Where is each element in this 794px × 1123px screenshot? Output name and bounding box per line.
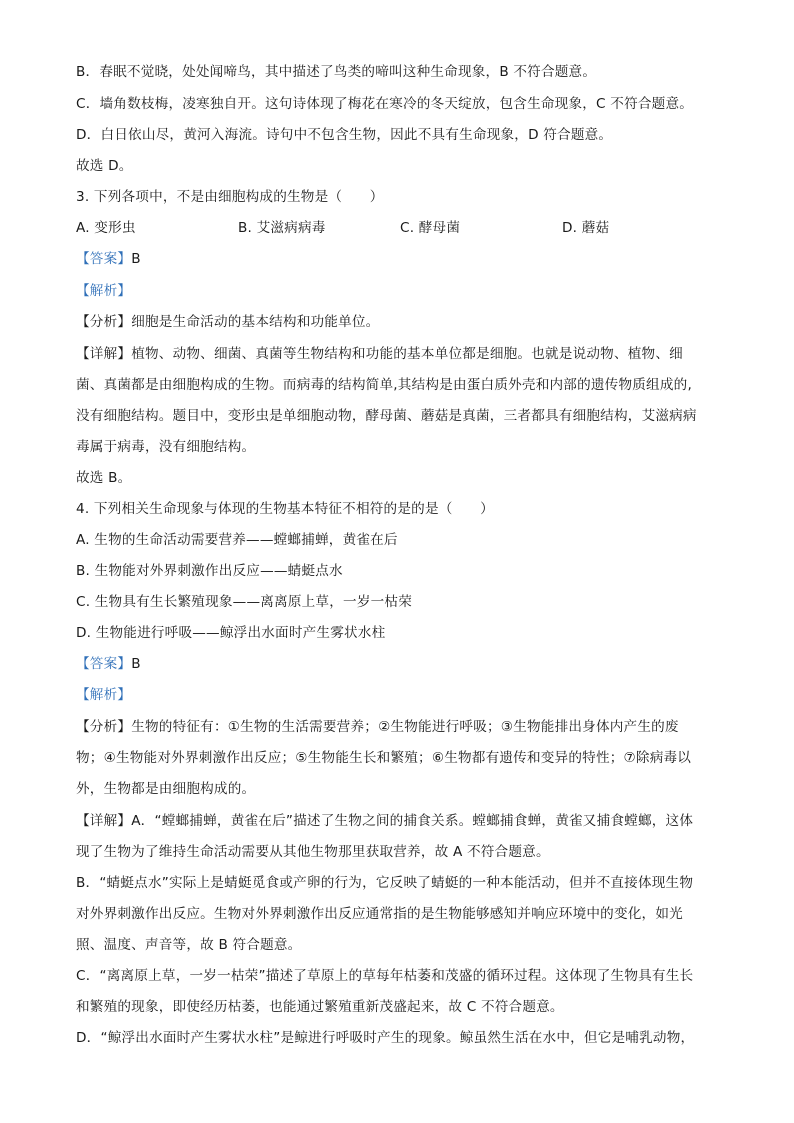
q4-option-d: D. 生物能进行呼吸——鲸浮出水面时产生雾状水柱 <box>76 625 386 641</box>
q4-answer <box>76 655 716 673</box>
option-d-explanation: D．白日依山尽，黄河入海流。诗句中不包含生物，因此不具有生命现象，D 符合题意。 <box>76 127 613 143</box>
q3-option-d: D. 蘑菇 <box>562 220 610 236</box>
q4-fenxi-text-1: 生物的特征有：①生物的生活需要营养；②生物能进行呼吸；③生物能排出身体内产生的废 <box>131 719 679 735</box>
q3-analysis-heading <box>76 282 716 300</box>
q4-fenxi-line-2: 物；④生物能对外界刺激作出反应；⑤生物能生长和繁殖；⑥生物都有遗传和变异的特性；⑦除病毒以 <box>76 750 692 766</box>
q3-conclusion: 故选 B。 <box>76 470 132 486</box>
q4-option-b: B. 生物能对外界刺激作出反应——蜻蜓点水 <box>76 563 343 579</box>
q3-detail-text-1: 植物、动物、细菌、真菌等生物结构和功能的基本单位都是细胞。也就是说动物、植物、细 <box>131 346 683 362</box>
q3-fenxi <box>76 313 716 331</box>
xiangjie-tag: 【详解】 <box>76 813 132 829</box>
q4-option-a: A. 生物的生命活动需要营养——螳螂捕蝉，黄雀在后 <box>76 532 398 548</box>
q4-fenxi-line-1 <box>76 718 716 736</box>
q4-fenxi-line-3: 外，生物都是由细胞构成的。 <box>76 781 256 797</box>
question-3-stem: 3. 下列各项中，不是由细胞构成的生物是（ ） <box>76 189 384 205</box>
q4-answer-value: B <box>131 656 141 672</box>
q3-answer-value: B <box>131 251 141 267</box>
q4-detail-b-line-1: B．“蜻蜓点水”实际上是蜻蜓觅食或产卵的行为，它反映了蜻蜓的一种本能活动，但并不直接体现生物 <box>76 875 694 891</box>
question-3-options <box>76 219 716 237</box>
q4-detail-d-line-1: D．“鲸浮出水面时产生雾状水柱”是鲸进行呼吸时产生的现象。鲸虽然生活在水中，但它是哺乳动物， <box>76 1030 695 1046</box>
fenxi-tag: 【分析】 <box>76 719 132 735</box>
prev-conclusion: 故选 D。 <box>76 158 133 174</box>
q4-detail-c-line-1: C．“离离原上草，一岁一枯荣”描述了草原上的草每年枯萎和茂盛的循环过程。这体现了生物具有生长 <box>76 968 694 984</box>
option-c-explanation: C．墙角数枝梅，凌寒独自开。这句诗体现了梅花在寒冷的冬天绽放，包含生命现象，C 不符合题意。 <box>76 96 694 112</box>
option-b-explanation: B．春眠不觉晓，处处闻啼鸟，其中描述了鸟类的啼叫这种生命现象，B 不符合题意。 <box>76 64 597 80</box>
q3-detail-line-3: 没有细胞结构。题目中，变形虫是单细胞动物，酵母菌、蘑菇是真菌，三者都具有细胞结构，艾滋病病 <box>76 408 697 424</box>
q4-detail-a-line-2: 现了生物为了维持生命活动需要从其他生物那里获取营养，故 A 不符合题意。 <box>76 844 550 860</box>
answer-tag: 【答案】 <box>76 251 132 267</box>
answer-tag: 【答案】 <box>76 656 132 672</box>
q3-detail-line-2: 菌、真菌都是由细胞构成的生物。而病毒的结构简单,其结构是由蛋白质外壳和内部的遗传物质组成的, <box>76 377 692 393</box>
analysis-tag: 【解析】 <box>76 283 132 299</box>
xiangjie-tag: 【详解】 <box>76 346 132 362</box>
fenxi-tag: 【分析】 <box>76 314 132 330</box>
q4-detail-a-line-1 <box>76 812 716 830</box>
question-4-stem: 4. 下列相关生命现象与体现的生物基本特征不相符的是的是（ ） <box>76 501 494 517</box>
q4-analysis-heading <box>76 686 716 704</box>
q3-detail-line-1 <box>76 345 716 363</box>
q4-detail-b-line-3: 照、温度、声音等，故 B 符合题意。 <box>76 937 302 953</box>
q3-option-a: A. 变形虫 <box>76 220 136 236</box>
q4-option-c: C. 生物具有生长繁殖现象——离离原上草，一岁一枯荣 <box>76 594 412 610</box>
q3-option-b: B. 艾滋病病毒 <box>238 220 326 236</box>
q4-detail-a-text-1: A．“螳螂捕蝉，黄雀在后”描述了生物之间的捕食关系。螳螂捕食蝉，黄雀又捕食螳螂，这体 <box>131 813 694 829</box>
q4-detail-b-line-2: 对外界刺激作出反应。生物对外界刺激作出反应通常指的是生物能够感知并响应环境中的变化，如光 <box>76 906 683 922</box>
q4-detail-c-line-2: 和繁殖的现象，即使经历枯萎，也能通过繁殖重新茂盛起来，故 C 不符合题意。 <box>76 999 564 1015</box>
q3-fenxi-text: 细胞是生命活动的基本结构和功能单位。 <box>131 314 380 330</box>
q3-option-c: C. 酵母菌 <box>400 220 461 236</box>
q3-detail-line-4: 毒属于病毒，没有细胞结构。 <box>76 439 256 455</box>
q3-answer <box>76 250 716 268</box>
analysis-tag: 【解析】 <box>76 687 132 703</box>
